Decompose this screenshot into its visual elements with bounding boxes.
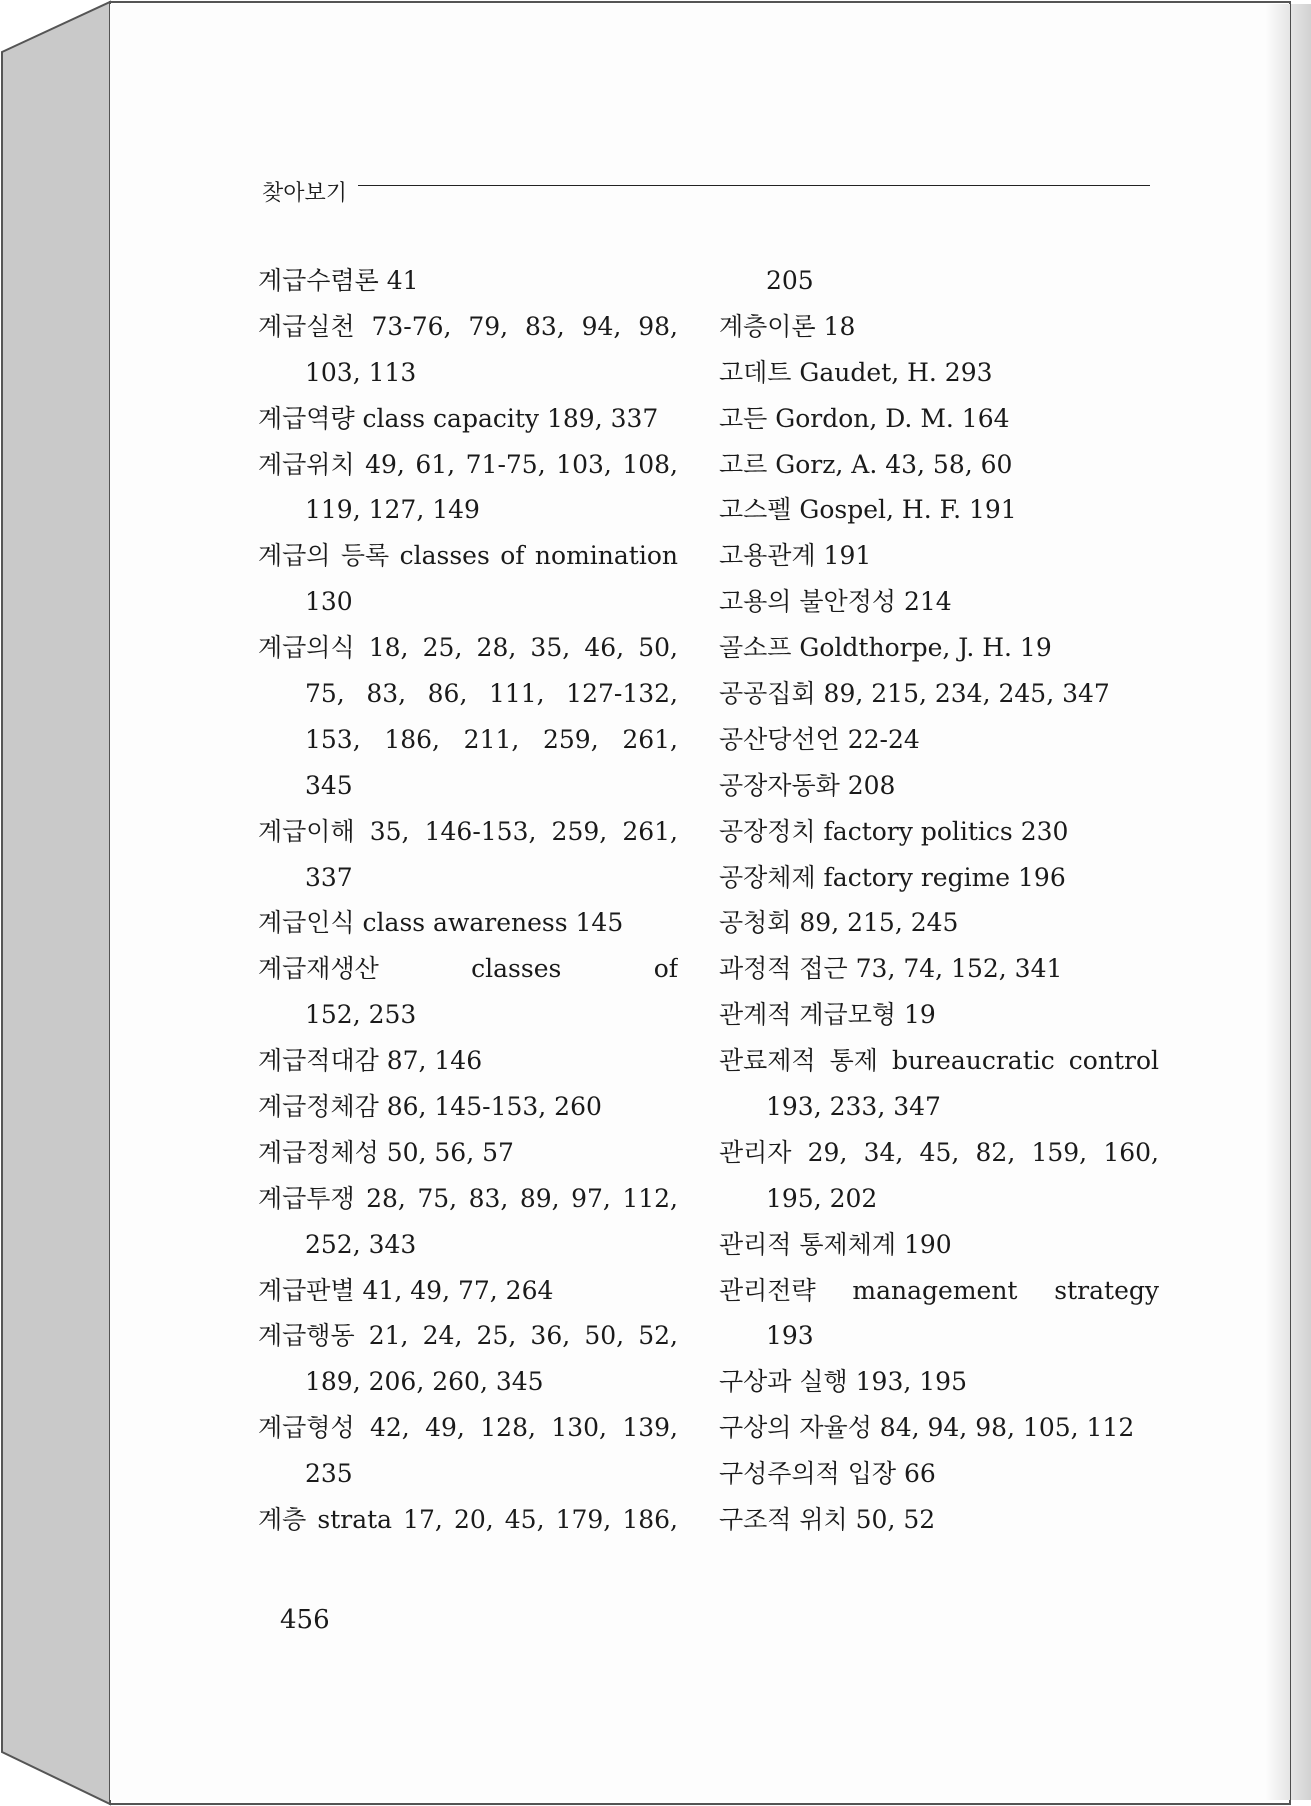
index-entry: 계급이해 35, 146-153, 259, 261, xyxy=(258,816,678,846)
index-entry: 구상의 자율성 84, 94, 98, 105, 112 xyxy=(719,1413,1135,1443)
index-entry: 공청회 89, 215, 245 xyxy=(719,908,959,938)
index-entry: 고르 Gorz, A. 43, 58, 60 xyxy=(719,449,1013,479)
index-entry: 계급역량 class capacity 189, 337 xyxy=(258,403,659,433)
index-entry: 계급실천 73-76, 79, 83, 94, 98, xyxy=(258,311,678,341)
running-header: 찾아보기 xyxy=(262,181,348,206)
index-entry: 고용관계 191 xyxy=(719,541,872,571)
index-entry-continuation: 152, 253 xyxy=(305,1000,417,1030)
index-entry: 관리자 29, 34, 45, 82, 159, 160, xyxy=(719,1137,1159,1167)
index-column-left xyxy=(258,258,678,1543)
index-entry: 계급형성 42, 49, 128, 130, 139, xyxy=(258,1413,678,1443)
index-entry: 공장정치 factory politics 230 xyxy=(719,816,1069,846)
index-entry: 계급행동 21, 24, 25, 36, 50, 52, xyxy=(258,1321,678,1351)
index-entry: 관료제적 통제 bureaucratic control xyxy=(719,1046,1159,1076)
index-entry: 계급판별 41, 49, 77, 264 xyxy=(258,1275,554,1305)
index-entry: 공공집회 89, 215, 234, 245, 347 xyxy=(719,679,1110,709)
index-entry-continuation: 75, 83, 86, 111, 127-132, xyxy=(305,679,678,709)
index-entry: 계급적대감 87, 146 xyxy=(258,1046,483,1076)
index-entry: 고든 Gordon, D. M. 164 xyxy=(719,403,1010,433)
index-entry-continuation: 119, 127, 149 xyxy=(305,495,480,525)
index-entry: 구상과 실행 193, 195 xyxy=(719,1367,967,1397)
index-entry: 계급투쟁 28, 75, 83, 89, 97, 112, xyxy=(258,1183,678,1213)
header-rule xyxy=(358,185,1150,186)
index-entry: 과정적 접근 73, 74, 152, 341 xyxy=(719,954,1063,984)
page-number: 456 xyxy=(280,1605,330,1635)
index-entry: 계급의 등록 classes of nomination xyxy=(258,541,678,571)
index-entry-continuation: 252, 343 xyxy=(305,1229,417,1259)
index-entry: 계급위치 49, 61, 71-75, 103, 108, xyxy=(258,449,678,479)
index-entry: 관리적 통제체계 190 xyxy=(719,1229,952,1259)
index-entry: 관계적 계급모형 19 xyxy=(719,1000,936,1030)
index-entry-continuation: 103, 113 xyxy=(305,357,417,387)
index-entry-continuation: 153, 186, 211, 259, 261, xyxy=(305,724,678,754)
index-entry-continuation: 235 xyxy=(305,1459,353,1489)
index-entry: 고용의 불안정성 214 xyxy=(719,587,952,617)
index-entry: 공산당선언 22-24 xyxy=(719,724,920,754)
index-entry: 계급인식 class awareness 145 xyxy=(258,908,624,938)
index-entry-continuation: 337 xyxy=(305,862,353,892)
index-entry-continuation: 205 xyxy=(766,266,814,295)
index-entry: 구성주의적 입장 66 xyxy=(719,1459,936,1489)
index-entry: 골소프 Goldthorpe, J. H. 19 xyxy=(719,633,1052,663)
index-entry-continuation: 345 xyxy=(305,770,353,800)
index-column-right xyxy=(719,258,1159,1543)
index-entry: 관리전략 management strategy xyxy=(719,1275,1159,1305)
index-entry: 계급수렴론 41 xyxy=(258,266,419,295)
index-entry-continuation: 130 xyxy=(305,587,353,617)
index-entry: 공장자동화 208 xyxy=(719,770,896,800)
index-entry: 계급재생산 classes of xyxy=(258,954,678,984)
index-entry: 고데트 Gaudet, H. 293 xyxy=(719,357,993,387)
index-entry: 계급정체감 86, 145-153, 260 xyxy=(258,1092,602,1122)
page-edge-shadow xyxy=(1265,4,1311,1800)
index-entry: 공장체제 factory regime 196 xyxy=(719,862,1066,892)
index-entry: 계층 strata 17, 20, 45, 179, 186, xyxy=(258,1505,678,1535)
index-entry-continuation: 195, 202 xyxy=(766,1183,878,1213)
index-entry: 구조적 위치 50, 52 xyxy=(719,1505,936,1535)
index-entry: 계급정체성 50, 56, 57 xyxy=(258,1137,514,1167)
index-entry: 고스펠 Gospel, H. F. 191 xyxy=(719,495,1017,525)
index-entry-continuation: 189, 206, 260, 345 xyxy=(305,1367,544,1397)
index-entry-continuation: 193, 233, 347 xyxy=(766,1092,941,1122)
index-entry: 계급의식 18, 25, 28, 35, 46, 50, xyxy=(258,633,678,663)
index-entry-continuation: 193 xyxy=(766,1321,814,1351)
index-entry: 계층이론 18 xyxy=(719,311,856,341)
